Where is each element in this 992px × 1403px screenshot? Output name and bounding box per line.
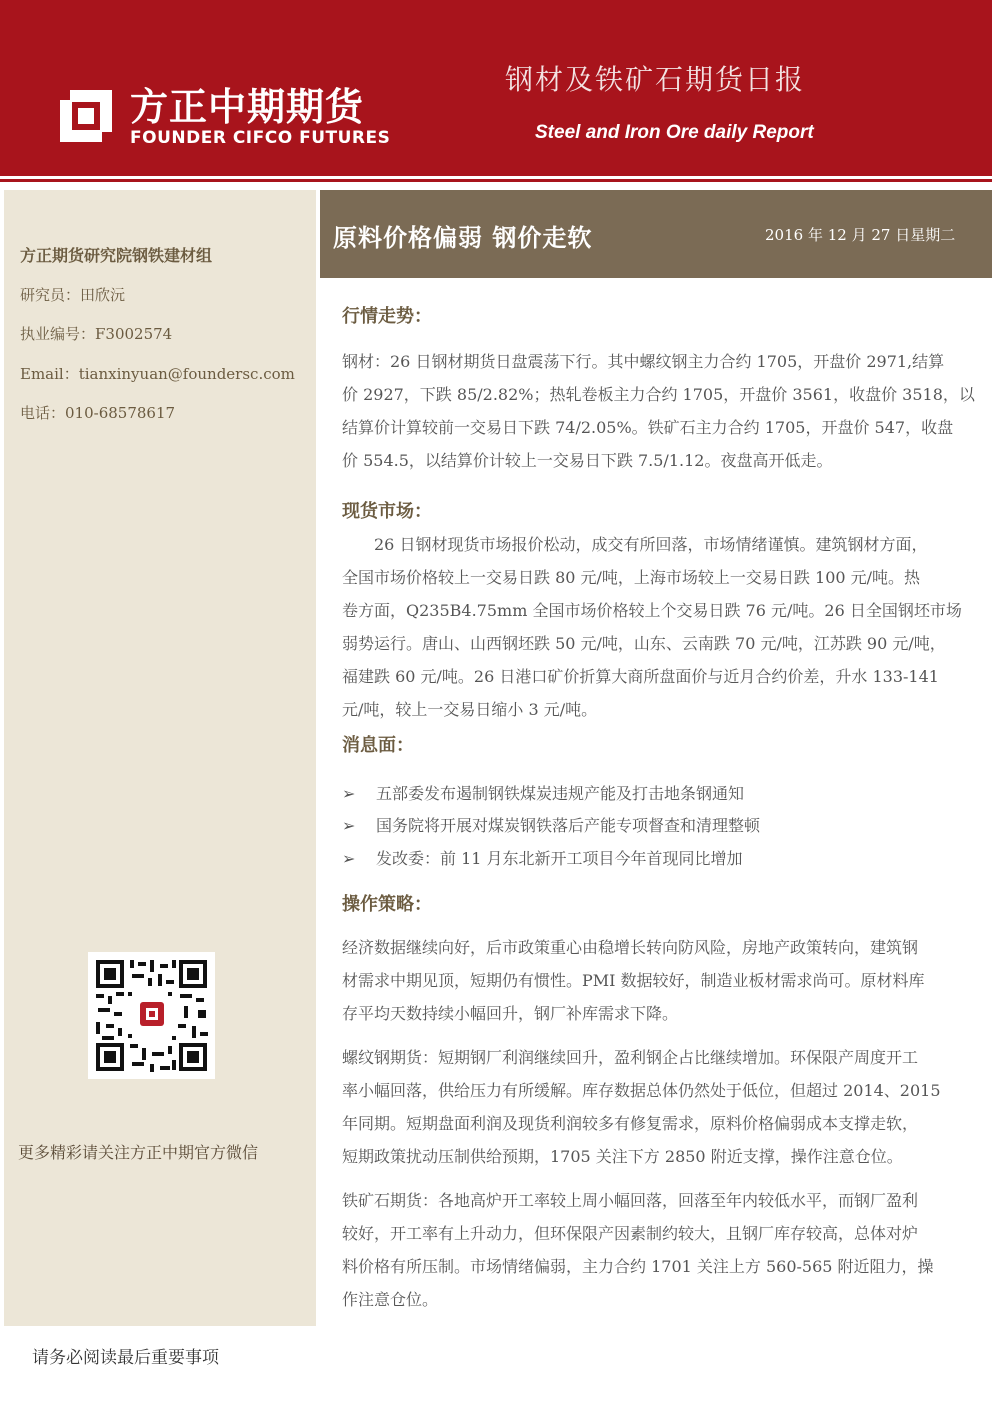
news-item xyxy=(342,813,760,836)
section-heading-news: 消息面： xyxy=(342,735,414,756)
report-headline: 原料价格偏弱 钢价走软 xyxy=(333,224,593,252)
logo-chinese: 方正中期期货 xyxy=(130,85,365,129)
text-line: 短期政策扰动压制供给预期，1705 关注下方 2850 附近支撑，操作注意仓位。 xyxy=(342,1147,903,1166)
text-line: 率小幅回落，供给压力有所缓解。库存数据总体仍然处于低位，但超过 2014、2015 xyxy=(342,1081,941,1100)
report-date: 2016 年 12 月 27 日星期二 xyxy=(765,226,956,244)
rebar-strategy-paragraph xyxy=(342,1041,970,1173)
text-line: 26 日钢材现货市场报价松动，成交有所回落，市场情绪谨慎。建筑钢材方面， xyxy=(342,535,928,554)
iron-ore-strategy-paragraph xyxy=(342,1184,970,1316)
news-item-text: 发改委：前 11 月东北新开工项目今年首现同比增加 xyxy=(376,849,743,868)
license-number: 执业编号：F3002574 xyxy=(20,325,173,343)
text-line: 较好，开工率有上升动力，但环保限产因素制约较大，且钢厂库存较高，总体对炉 xyxy=(342,1224,919,1243)
section-heading-market: 行情走势： xyxy=(342,306,432,327)
phone-number: 电话：010-68578617 xyxy=(20,404,176,422)
text-line: 价 554.5，以结算价计较上一交易日下跌 7.5/1.12。夜盘高开低走。 xyxy=(342,451,833,470)
section-heading-spot: 现货市场： xyxy=(342,501,432,522)
text-line: 结算价计算较前一交易日下跌 74/2.05%。铁矿石主力合约 1705，开盘价 547，收盘 xyxy=(342,418,954,437)
arrow-bullet-icon: ➢ xyxy=(342,849,356,868)
news-item xyxy=(342,781,744,804)
text-line: 钢材：26 日钢材期货日盘震荡下行。其中螺纹钢主力合约 1705，开盘价 2971,结算 xyxy=(342,352,945,371)
news-item xyxy=(342,846,743,869)
news-item-text: 国务院将开展对煤炭钢铁落后产能专项督查和清理整顿 xyxy=(376,816,761,835)
disclaimer-notice: 请务必阅读最后重要事项 xyxy=(32,1348,219,1368)
wechat-qr-code-icon xyxy=(88,952,215,1079)
text-line: 存平均天数持续小幅回升，钢厂补库需求下降。 xyxy=(342,1004,679,1023)
founder-logo-icon xyxy=(56,86,116,146)
text-line: 年同期。短期盘面利润及现货利润较多有修复需求，原料价格偏弱成本支撑走软， xyxy=(342,1114,919,1133)
text-line: 卷方面，Q235B4.75mm 全国市场价格较上个交易日跌 76 元/吨。26 日全国钢坯市场 xyxy=(342,601,962,620)
text-line: 福建跌 60 元/吨。26 日港口矿价折算大商所盘面价与近月合约价差，升水 133-141 xyxy=(342,667,939,686)
follow-wechat-text: 更多精彩请关注方正中期官方微信 xyxy=(18,1143,259,1162)
spot-paragraph xyxy=(342,528,970,726)
text-line: 螺纹钢期货：短期钢厂利润继续回升，盈利钢企占比继续增加。环保限产周度开工 xyxy=(342,1048,919,1067)
text-line: 全国市场价格较上一交易日跌 80 元/吨，上海市场较上一交易日跌 100 元/吨。热 xyxy=(342,568,921,587)
section-heading-strategy: 操作策略： xyxy=(342,894,432,915)
text-line: 弱势运行。唐山、山西钢坯跌 50 元/吨，山东、云南跌 70 元/吨，江苏跌 90 元/吨， xyxy=(342,634,946,653)
header-divider xyxy=(0,176,992,182)
text-line: 元/吨，较上一交易日缩小 3 元/吨。 xyxy=(342,700,598,719)
email-address[interactable]: Email：tianxinyuan@foundersc.com xyxy=(20,365,295,383)
text-line: 料价格有所压制。市场情绪偏弱，主力合约 1701 关注上方 560-565 附近阻力，操 xyxy=(342,1257,934,1276)
research-group: 方正期货研究院钢铁建材组 xyxy=(20,246,213,265)
strategy-overview-paragraph xyxy=(342,931,970,1030)
text-line: 作注意仓位。 xyxy=(342,1290,439,1309)
text-line: 经济数据继续向好，后市政策重心由稳增长转向防风险，房地产政策转向，建筑钢 xyxy=(342,938,919,957)
report-title-english: Steel and Iron Ore daily Report xyxy=(535,122,814,143)
text-line: 材需求中期见顶，短期仍有惯性。PMI 数据较好，制造业板材需求尚可。原材料库 xyxy=(342,971,925,990)
text-line: 铁矿石期货：各地高炉开工率较上周小幅回落，回落至年内较低水平，而钢厂盈利 xyxy=(342,1191,919,1210)
arrow-bullet-icon: ➢ xyxy=(342,816,356,835)
researcher-name: 研究员：田欣沅 xyxy=(20,286,126,304)
market-paragraph xyxy=(342,345,975,477)
logo-english: FOUNDER CIFCO FUTURES xyxy=(130,128,391,148)
report-title-chinese: 钢材及铁矿石期货日报 xyxy=(505,63,806,96)
arrow-bullet-icon: ➢ xyxy=(342,784,356,803)
news-item-text: 五部委发布遏制钢铁煤炭违规产能及打击地条钢通知 xyxy=(376,784,745,803)
text-line: 价 2927，下跌 85/2.82%；热轧卷板主力合约 1705，开盘价 3561，收盘价 3518，以 xyxy=(342,385,975,404)
